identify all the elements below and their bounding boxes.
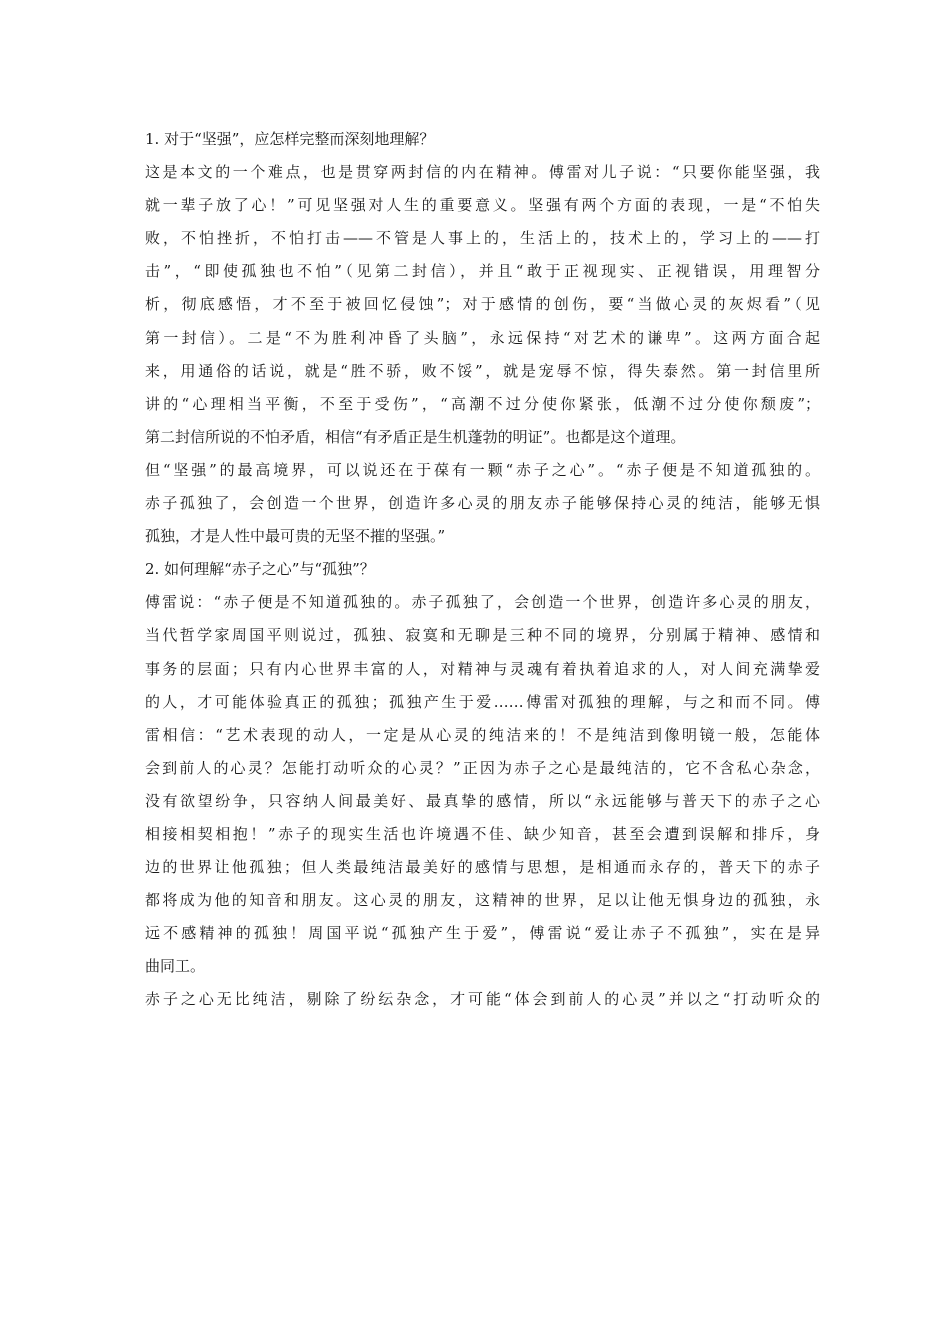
paragraph-line: 析，彻底感悟，才不至于被回忆侵蚀”；对于感情的创伤，要“当做心灵的灰烬看”（见 — [145, 295, 820, 314]
paragraph-line: 曲同工。 — [145, 957, 206, 976]
paragraph-line: 第一封信）。二是“不为胜利冲昏了头脑”，永远保持“对艺术的谦卑”。这两方面合起 — [145, 328, 820, 347]
paragraph-line: 雷相信：“艺术表现的动人，一定是从心灵的纯洁来的！不是纯洁到像明镜一般，怎能体 — [145, 725, 820, 744]
paragraph-line: 孤独，才是人性中最可贵的无坚不摧的坚强。” — [145, 527, 446, 546]
paragraph-line: 没有欲望纷争，只容纳人间最美好、最真挚的感情，所以“永远能够与普天下的赤子之心 — [145, 791, 820, 810]
paragraph-line: 击”，“即使孤独也不怕”（见第二封信），并且“敢于正视现实、正视错误，用理智分 — [145, 262, 820, 281]
paragraph-line: 但“坚强”的最高境界，可以说还在于葆有一颗“赤子之心”。“赤子便是不知道孤独的。 — [145, 460, 820, 479]
paragraph-line: 第二封信所说的不怕矛盾，相信“有矛盾正是生机蓬勃的明证”。也都是这个道理。 — [145, 427, 686, 446]
paragraph-line: 会到前人的心灵？怎能打动听众的心灵？”正因为赤子之心是最纯洁的，它不含私心杂念， — [145, 758, 820, 777]
question-1-heading: 1. 对于“坚强”，应怎样完整而深刻地理解？ — [145, 130, 435, 148]
paragraph-line: 就一辈子放了心！”可见坚强对人生的重要意义。坚强有两个方面的表现，一是“不怕失 — [145, 196, 820, 215]
paragraph-line: 赤子之心无比纯洁，剔除了纷纭杂念，才可能“体会到前人的心灵”并以之“打动听众的 — [145, 990, 820, 1009]
paragraph-line: 远不感精神的孤独！周国平说“孤独产生于爱”，傅雷说“爱让赤子不孤独”，实在是异 — [145, 924, 820, 943]
paragraph-line: 这是本文的一个难点，也是贯穿两封信的内在精神。傅雷对儿子说：“只要你能坚强，我 — [145, 163, 820, 182]
paragraph-line: 都将成为他的知音和朋友。这心灵的朋友，这精神的世界，足以让他无惧身边的孤独，永 — [145, 891, 820, 910]
paragraph-line: 的人，才可能体验真正的孤独；孤独产生于爱……傅雷对孤独的理解，与之和而不同。傅 — [145, 692, 820, 711]
paragraph-line: 傅雷说：“赤子便是不知道孤独的。赤子孤独了，会创造一个世界，创造许多心灵的朋友， — [145, 593, 820, 612]
document-body — [145, 123, 820, 1017]
paragraph-line: 讲的“心理相当平衡，不至于受伤”，“高潮不过分使你紧张，低潮不过分使你颓废”； — [145, 394, 820, 413]
paragraph-line: 败，不怕挫折，不怕打击——不管是人事上的，生活上的，技术上的，学习上的——打 — [145, 229, 820, 248]
paragraph-line: 来，用通俗的话说，就是“胜不骄，败不馁”，就是宠辱不惊，得失泰然。第一封信里所 — [145, 361, 820, 380]
paragraph-line: 赤子孤独了，会创造一个世界，创造许多心灵的朋友赤子能够保持心灵的纯洁，能够无惧 — [145, 494, 820, 513]
paragraph-line: 事务的层面；只有内心世界丰富的人，对精神与灵魂有着执着追求的人，对人间充满挚爱 — [145, 659, 820, 678]
paragraph-line: 边的世界让他孤独；但人类最纯洁最美好的感情与思想，是相通而永存的，普天下的赤子 — [145, 858, 820, 877]
paragraph-line: 当代哲学家周国平则说过，孤独、寂寞和无聊是三种不同的境界，分别属于精神、感情和 — [145, 626, 820, 645]
question-2-heading: 2. 如何理解“赤子之心”与“孤独”？ — [145, 560, 375, 579]
paragraph-line: 相接相契相抱！”赤子的现实生活也许境遇不佳、缺少知音，甚至会遭到误解和排斥，身 — [145, 824, 820, 843]
